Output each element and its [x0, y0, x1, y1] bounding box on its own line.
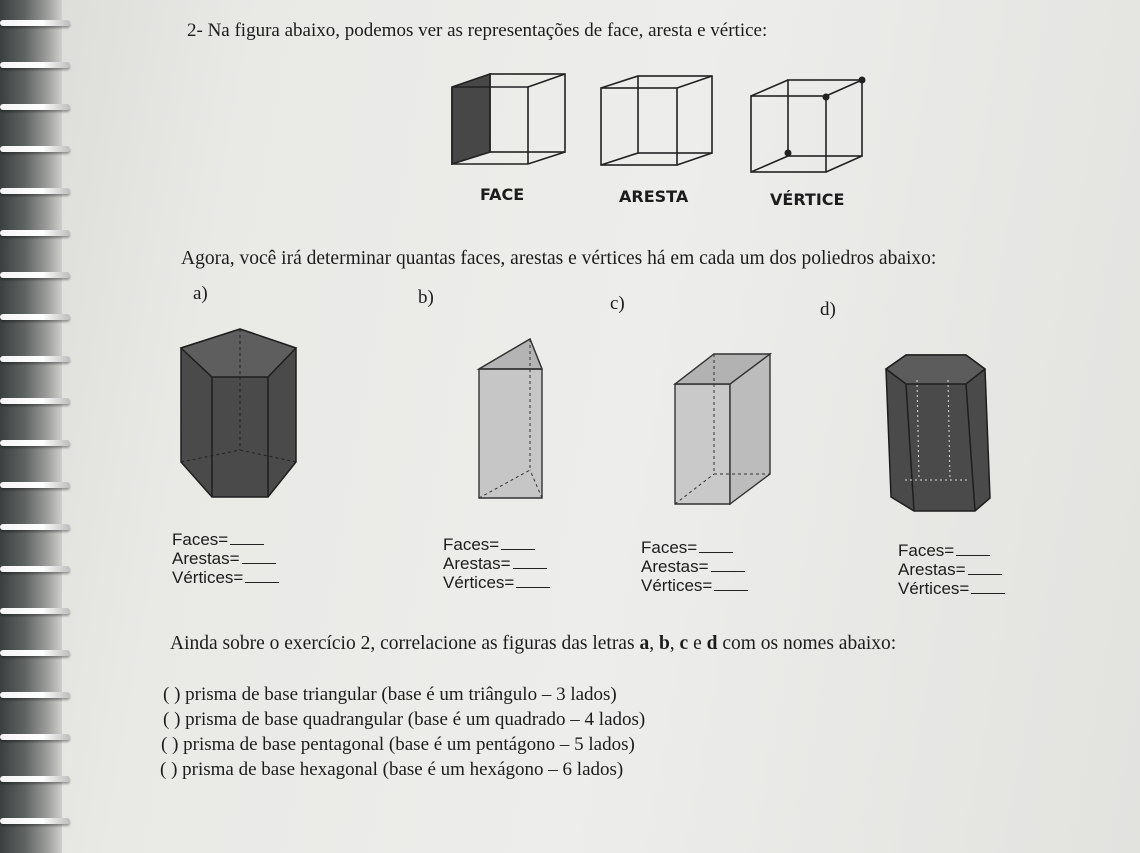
faces-label: Faces= [443, 535, 500, 554]
vertices-label: Vértices= [443, 573, 515, 592]
letter-a: a) [193, 283, 208, 304]
arestas-blank[interactable] [968, 562, 1002, 575]
notebook-binding [0, 0, 62, 853]
binding-ring [0, 272, 70, 278]
faces-blank[interactable] [699, 540, 733, 553]
option-hexagonal[interactable]: ( ) prisma de base hexagonal (base é um hexágono – 6 lados) [160, 759, 624, 780]
separator: , [669, 633, 680, 654]
faces-blank[interactable] [956, 543, 990, 556]
instruction-text: Agora, você irá determinar quantas faces, arestas e vértices há em cada um dos poliedros abaixo: [181, 248, 937, 269]
vertices-blank[interactable] [971, 581, 1005, 594]
count-block-a [172, 530, 279, 587]
label-vertice: VÉRTICE [770, 190, 845, 209]
bold-letter-c: c [679, 633, 689, 654]
count-block-c [641, 538, 748, 595]
conjunction: e [688, 633, 707, 654]
binding-ring [0, 20, 70, 26]
count-block-d [898, 541, 1005, 598]
vertex-dot [785, 150, 792, 157]
binding-ring [0, 440, 70, 446]
binding-ring [0, 734, 70, 740]
bold-letter-b: b [658, 633, 670, 654]
binding-ring [0, 62, 70, 68]
arestas-blank[interactable] [711, 559, 745, 572]
binding-ring [0, 692, 70, 698]
vertices-label: Vértices= [898, 579, 970, 598]
bold-letter-a: a [639, 633, 650, 654]
vertices-label: Vértices= [641, 576, 713, 595]
separator: , [649, 633, 659, 654]
binding-ring [0, 524, 70, 530]
binding-ring [0, 146, 70, 152]
arestas-label: Arestas= [641, 557, 709, 576]
association-title-post: com os nomes abaixo: [717, 633, 897, 654]
vertex-dot [859, 77, 866, 84]
letter-b: b) [418, 287, 434, 308]
binding-ring [0, 188, 70, 194]
faces-label: Faces= [898, 541, 955, 560]
faces-blank[interactable] [230, 532, 264, 545]
option-triangular[interactable]: ( ) prisma de base triangular (base é um triângulo – 3 lados) [163, 684, 617, 705]
option-pentagonal[interactable]: ( ) prisma de base pentagonal (base é um pentágono – 5 lados) [161, 734, 635, 755]
letter-c: c) [610, 293, 625, 314]
label-aresta: ARESTA [619, 187, 689, 206]
faces-blank[interactable] [501, 537, 535, 550]
faces-label: Faces= [172, 530, 229, 549]
binding-ring [0, 482, 70, 488]
binding-ring [0, 566, 70, 572]
binding-ring [0, 230, 70, 236]
binding-ring [0, 104, 70, 110]
binding-ring [0, 818, 70, 824]
vertex-dot [823, 94, 830, 101]
bold-letter-d: d [706, 633, 718, 654]
vertices-label: Vértices= [172, 568, 244, 587]
association-title-pre: Ainda sobre o exercício 2, correlacione as figuras das letras [170, 633, 640, 654]
label-face: FACE [480, 185, 525, 204]
faces-label: Faces= [641, 538, 698, 557]
binding-ring [0, 650, 70, 656]
binding-ring [0, 356, 70, 362]
count-block-b [443, 535, 550, 592]
vertices-blank[interactable] [516, 575, 550, 588]
vertices-blank[interactable] [714, 578, 748, 591]
arestas-label: Arestas= [898, 560, 966, 579]
arestas-label: Arestas= [172, 549, 240, 568]
letter-d: d) [820, 299, 836, 320]
option-quadrangular[interactable]: ( ) prisma de base quadrangular (base é um quadrado – 4 lados) [163, 709, 646, 730]
binding-ring [0, 314, 70, 320]
association-title [170, 633, 896, 655]
question-title: 2- Na figura abaixo, podemos ver as representações de face, aresta e vértice: [187, 20, 768, 41]
binding-ring [0, 776, 70, 782]
arestas-blank[interactable] [513, 556, 547, 569]
vertices-blank[interactable] [245, 570, 279, 583]
arestas-blank[interactable] [242, 551, 276, 564]
arestas-label: Arestas= [443, 554, 511, 573]
binding-ring [0, 398, 70, 404]
shaded-face [452, 74, 490, 164]
binding-ring [0, 608, 70, 614]
